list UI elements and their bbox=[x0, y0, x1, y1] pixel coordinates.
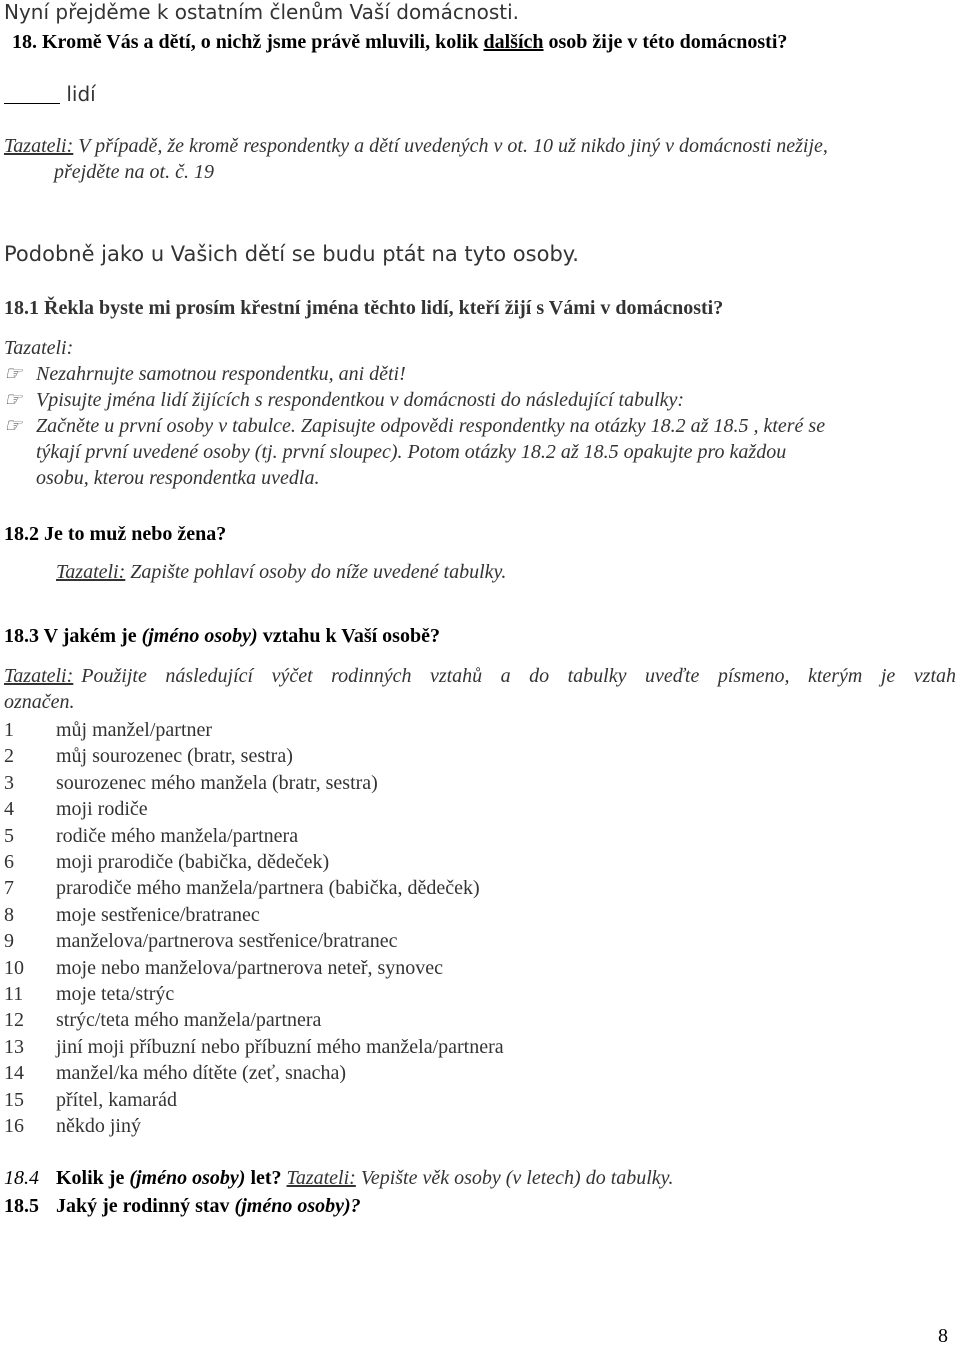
relation-label: moji rodiče bbox=[56, 798, 148, 821]
note-18-line1: V případě, že kromě respondentky a dětí uvedených v ot. 10 už nikdo jiný v domácnosti nežije, bbox=[78, 135, 828, 157]
relation-number: 1 bbox=[4, 719, 14, 741]
relation-number: 3 bbox=[4, 771, 14, 794]
relation-number: 16 bbox=[4, 1115, 24, 1137]
relation-label: můj manžel/partner bbox=[56, 719, 213, 741]
question-18-4-text-a: Kolik je bbox=[56, 1167, 125, 1189]
pointing-hand-icon: ☞ bbox=[4, 389, 22, 411]
question-18-number: 18. bbox=[12, 31, 37, 53]
question-18-5-text-a: Jaký je rodinný stav bbox=[56, 1195, 230, 1217]
note-18-4-text: Vepište věk osoby (v letech) do tabulky. bbox=[360, 1167, 674, 1189]
relation-item bbox=[4, 797, 148, 821]
question-18-3-text-a: V jakém je bbox=[43, 625, 137, 647]
relation-label: někdo jiný bbox=[56, 1115, 141, 1137]
relation-item bbox=[4, 771, 378, 795]
pointing-hand-icon: ☞ bbox=[4, 415, 22, 437]
relation-number: 6 bbox=[4, 851, 14, 873]
relation-number: 10 bbox=[4, 956, 24, 979]
note-18-1-bullet-3 bbox=[4, 414, 825, 438]
question-18-5-number: 18.5 bbox=[4, 1195, 39, 1217]
relation-label: jiní moji příbuzní nebo příbuzní mého manžela/partnera bbox=[56, 1035, 504, 1058]
relation-item bbox=[4, 1088, 177, 1112]
answer-unit: lidí bbox=[66, 82, 96, 106]
pointing-hand-icon: ☞ bbox=[4, 363, 22, 385]
question-18-4 bbox=[4, 1166, 673, 1190]
relation-label: prarodiče mého manžela/partnera (babička, dědeček) bbox=[56, 877, 480, 900]
note-18 bbox=[4, 134, 828, 158]
note-18-1-bullet-2 bbox=[4, 388, 684, 412]
question-18-5-name: (jméno osoby)? bbox=[234, 1195, 361, 1217]
relation-number: 4 bbox=[4, 798, 14, 821]
note-18-label: Tazateli: bbox=[4, 135, 74, 157]
relation-item bbox=[4, 744, 293, 768]
answer-blank-line bbox=[4, 85, 60, 104]
question-18-2-text: Je to muž nebo žena? bbox=[44, 523, 227, 545]
question-18-4-name: (jméno osoby) bbox=[129, 1167, 246, 1189]
note-18-line2: přejděte na ot. č. 19 bbox=[54, 161, 214, 183]
relation-number: 12 bbox=[4, 1009, 24, 1032]
relation-item bbox=[4, 850, 329, 874]
relation-label: můj sourozenec (bratr, sestra) bbox=[56, 745, 293, 768]
question-18-1-text: Řekla byste mi prosím křestní jména těchto lidí, kteří žijí s Vámi v domácnosti? bbox=[44, 297, 724, 319]
relation-label: moji prarodiče (babička, dědeček) bbox=[56, 851, 330, 873]
question-18-text: Kromě Vás a dětí, o nichž jsme právě mluvili, kolik bbox=[42, 31, 479, 53]
question-18-4-text-b: let? bbox=[250, 1167, 282, 1189]
relation-item bbox=[4, 903, 260, 927]
question-18-text-end: osob žije v této domácnosti? bbox=[548, 31, 788, 53]
bullet-3-text-a: Začněte u první osoby v tabulce. Zapisujte odpovědi respondentky na otázky 18.2 až 18.5 , které se bbox=[36, 415, 826, 437]
relation-number: 13 bbox=[4, 1035, 24, 1058]
question-18-4-number: 18.4 bbox=[4, 1167, 39, 1189]
note-18-3-text: Použijte následující výčet rodinných vztahů a do tabulky uveďte písmeno, kterým je vztah bbox=[81, 665, 956, 687]
relation-item bbox=[4, 718, 212, 742]
page-number: 8 bbox=[938, 1325, 948, 1347]
question-18-1 bbox=[4, 296, 723, 320]
relation-item bbox=[4, 1035, 504, 1059]
relation-item bbox=[4, 956, 443, 980]
relation-number: 15 bbox=[4, 1088, 24, 1111]
relation-number: 5 bbox=[4, 824, 14, 847]
relation-label: manžel/ka mého dítěte (zeť, snacha) bbox=[56, 1062, 347, 1085]
answer-18 bbox=[4, 82, 96, 106]
note-18-3-line1 bbox=[4, 664, 956, 688]
relation-item bbox=[4, 982, 174, 1006]
relation-label: moje nebo manželova/partnerova neteř, synovec bbox=[56, 956, 444, 979]
relation-item bbox=[4, 824, 298, 848]
relation-number: 8 bbox=[4, 903, 14, 926]
relation-label: moje teta/strýc bbox=[56, 983, 175, 1005]
bullet-2-text: Vpisujte jména lidí žijících s respondentkou v domácnosti do následující tabulky: bbox=[36, 389, 685, 411]
note-18-3 bbox=[4, 664, 956, 688]
note-18-2 bbox=[56, 560, 506, 584]
relation-label: manželova/partnerova sestřenice/bratranec bbox=[56, 930, 398, 953]
relation-number: 7 bbox=[4, 877, 14, 900]
relation-number: 9 bbox=[4, 930, 14, 953]
bullet-1-text: Nezahrnujte samotnou respondentku, ani děti! bbox=[36, 363, 406, 385]
relation-label: strýc/teta mého manžela/partnera bbox=[56, 1009, 322, 1032]
question-18-2 bbox=[4, 522, 226, 546]
note-18-3-line2: označen. bbox=[4, 691, 75, 713]
relation-label: sourozenec mého manžela (bratr, sestra) bbox=[56, 771, 378, 794]
bullet-3-text-c: osobu, kterou respondentka uvedla. bbox=[36, 467, 320, 489]
note-18-1-bullet-1 bbox=[4, 362, 406, 386]
question-18-underlined: dalších bbox=[483, 31, 544, 53]
relation-item bbox=[4, 876, 480, 900]
note-18-2-text: Zapište pohlaví osoby do níže uvedené tabulky. bbox=[130, 561, 507, 583]
question-18-1-number: 18.1 bbox=[4, 297, 39, 319]
question-18-3 bbox=[4, 624, 440, 648]
note-18-3-label: Tazateli: bbox=[4, 665, 74, 687]
note-18-4-label: Tazateli: bbox=[286, 1167, 356, 1189]
relation-number: 11 bbox=[4, 983, 24, 1005]
relation-number: 14 bbox=[4, 1062, 24, 1085]
relation-item bbox=[4, 1114, 141, 1138]
relation-label: přítel, kamarád bbox=[56, 1088, 178, 1111]
relation-item bbox=[4, 1061, 346, 1085]
relation-number: 2 bbox=[4, 745, 14, 768]
question-18-5 bbox=[4, 1194, 361, 1218]
question-18-3-number: 18.3 bbox=[4, 625, 39, 647]
relation-item bbox=[4, 1008, 321, 1032]
note-18-2-label: Tazateli: bbox=[56, 561, 126, 583]
relation-item bbox=[4, 929, 397, 953]
question-18-2-number: 18.2 bbox=[4, 523, 39, 545]
intro-text: Nyní přejděme k ostatním členům Vaší domácnosti. bbox=[4, 0, 519, 24]
question-18-3-name: (jméno osoby) bbox=[141, 625, 258, 647]
relation-label: moje sestřenice/bratranec bbox=[56, 903, 260, 926]
transition-text: Podobně jako u Vašich dětí se budu ptát na tyto osoby. bbox=[4, 242, 579, 266]
bullet-3-text-b: týkají první uvedené osoby (tj. první sloupec). Potom otázky 18.2 až 18.5 opakujte pro každou bbox=[36, 441, 787, 463]
relation-label: rodiče mého manžela/partnera bbox=[56, 824, 299, 847]
note-18-1-label: Tazateli: bbox=[4, 337, 74, 359]
question-18-3-text-b: vztahu k Vaší osobě? bbox=[262, 625, 440, 647]
question-18 bbox=[12, 30, 787, 54]
